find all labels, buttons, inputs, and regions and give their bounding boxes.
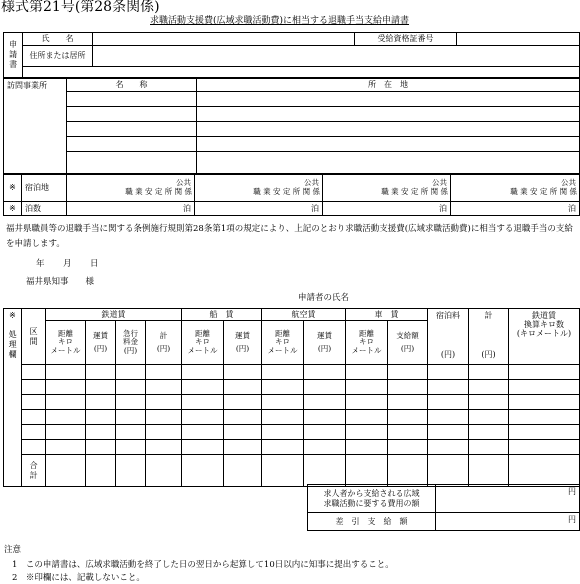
air-fare: 運賃 (円) (304, 321, 346, 365)
visit-name-field[interactable] (67, 152, 197, 174)
lodging-place-field[interactable] (323, 175, 451, 202)
lodging-mark: ※ (4, 175, 22, 202)
col-lodging-fee: 宿泊料 (円) (428, 309, 469, 365)
visit-name-field[interactable] (67, 92, 197, 107)
table-row (4, 410, 580, 425)
process-table (3, 308, 580, 487)
lodging-place-label: 宿泊地 (22, 175, 67, 202)
address-field[interactable] (93, 46, 580, 67)
visit-address-field[interactable] (197, 122, 580, 137)
employer-cost-field[interactable]: 円 (436, 485, 580, 513)
office-relation-label: 職 業 安 定 所 関 係 (381, 187, 448, 196)
note-1: 1 この申請書は、広域求職活動を終了した日の翌日から起算して10日以内に知事に提出すること。 (12, 560, 394, 570)
form-title: 求職活動支援費(広域求職活動費)に相当する退職手当支給申請書 (150, 16, 410, 26)
public-label: 公共 (561, 178, 576, 188)
visit-name-field[interactable] (67, 122, 197, 137)
lodging-place-field[interactable] (451, 175, 580, 202)
table-row (4, 380, 580, 395)
col-rail: 鉄道賃 (46, 309, 182, 321)
sum-label: 合計 (22, 455, 46, 487)
col-section: 区間 (22, 309, 46, 365)
public-label: 公共 (432, 178, 447, 188)
visit-name-field[interactable] (67, 137, 197, 152)
employer-cost-label: 求人者から支給される広域 求職活動に要する費用の額 (308, 485, 436, 513)
applicant-name-label: 申請者の氏名 (298, 293, 350, 303)
col-car: 車 賃 (346, 309, 428, 321)
addressee: 福井県知事 様 (26, 277, 95, 287)
ship-fare: 運賃 (円) (224, 321, 262, 365)
office-relation-label: 職 業 安 定 所 関 係 (125, 187, 192, 196)
cert-label: 受給資格証番号 (355, 33, 457, 46)
notes-heading: 注意 (4, 545, 22, 555)
visit-address-field[interactable] (197, 92, 580, 107)
table-row (4, 395, 580, 410)
table-row (4, 365, 580, 380)
visit-address-field[interactable] (197, 152, 580, 174)
office-relation-label: 職 業 安 定 所 関 係 (510, 187, 577, 196)
visits-label: 訪問事業所 (4, 79, 67, 174)
public-label: 公共 (304, 178, 319, 188)
lodging-place-field[interactable] (67, 175, 195, 202)
col-ship: 船 賃 (182, 309, 262, 321)
rail-sum: 計 (円) (146, 321, 182, 365)
ship-distance: 距離 キロ メートル (182, 321, 224, 365)
rail-fare: 運賃 (円) (86, 321, 116, 365)
address-label: 住所または居所 (23, 46, 93, 67)
form-number: 様式第21号(第28条関係) (1, 0, 160, 15)
lodging-place-field[interactable] (195, 175, 323, 202)
col-rail-km: 鉄道賃 換算キロ数 (キロメートル) (509, 309, 580, 365)
applicant-table (3, 32, 580, 78)
visits-table (3, 78, 580, 174)
declaration-text: 福井県職員等の退職手当に関する条例施行規則第28条第1項の規定により、上記のとおり求職活動支援費(広域求職活動費)に相当する退職手当の支給を申請します。 (6, 224, 573, 249)
rail-express: 急行 料金 (円) (116, 321, 146, 365)
air-distance: 距離 キロ メートル (262, 321, 304, 365)
date-month: 月 (63, 259, 72, 269)
note-2: 2 ※印欄には、記載しないこと。 (12, 573, 145, 583)
visits-col-address: 所 在 地 (197, 79, 580, 92)
table-row (4, 440, 580, 455)
diff-label: 差 引 支 給 額 (308, 513, 436, 531)
name-field[interactable] (93, 33, 355, 46)
office-relation-label: 職 業 安 定 所 関 係 (253, 187, 320, 196)
car-amount: 支給額 (円) (388, 321, 428, 365)
process-section-label: 処理欄 (8, 330, 18, 361)
visit-address-field[interactable] (197, 137, 580, 152)
rail-distance: 距離 キロ メートル (46, 321, 86, 365)
visit-name-field[interactable] (67, 107, 197, 122)
nights-mark: ※ (4, 202, 22, 216)
table-row (4, 425, 580, 440)
process-section (4, 309, 22, 487)
totals-table (307, 484, 580, 531)
date-year: 年 (36, 259, 45, 269)
public-label: 公共 (176, 178, 191, 188)
visit-address-field[interactable] (197, 107, 580, 122)
car-distance: 距離 キロ メートル (346, 321, 388, 365)
spacer (23, 67, 580, 78)
cert-field[interactable] (457, 33, 580, 46)
col-total: 計 (円) (469, 309, 509, 365)
name-label: 氏 名 (23, 33, 93, 46)
nights-field[interactable]: 泊 (451, 202, 580, 216)
nights-field[interactable]: 泊 (195, 202, 323, 216)
sum-row (4, 455, 580, 487)
applicant-side-label: 申請書 (4, 33, 23, 78)
nights-field[interactable]: 泊 (67, 202, 195, 216)
date-day: 日 (90, 259, 99, 269)
process-mark: ※ (9, 311, 16, 320)
visits-col-name: 名 称 (67, 79, 197, 92)
lodging-table (3, 174, 580, 216)
nights-label: 泊数 (22, 202, 67, 216)
diff-field[interactable]: 円 (436, 513, 580, 531)
col-air: 航空賃 (262, 309, 346, 321)
nights-field[interactable]: 泊 (323, 202, 451, 216)
